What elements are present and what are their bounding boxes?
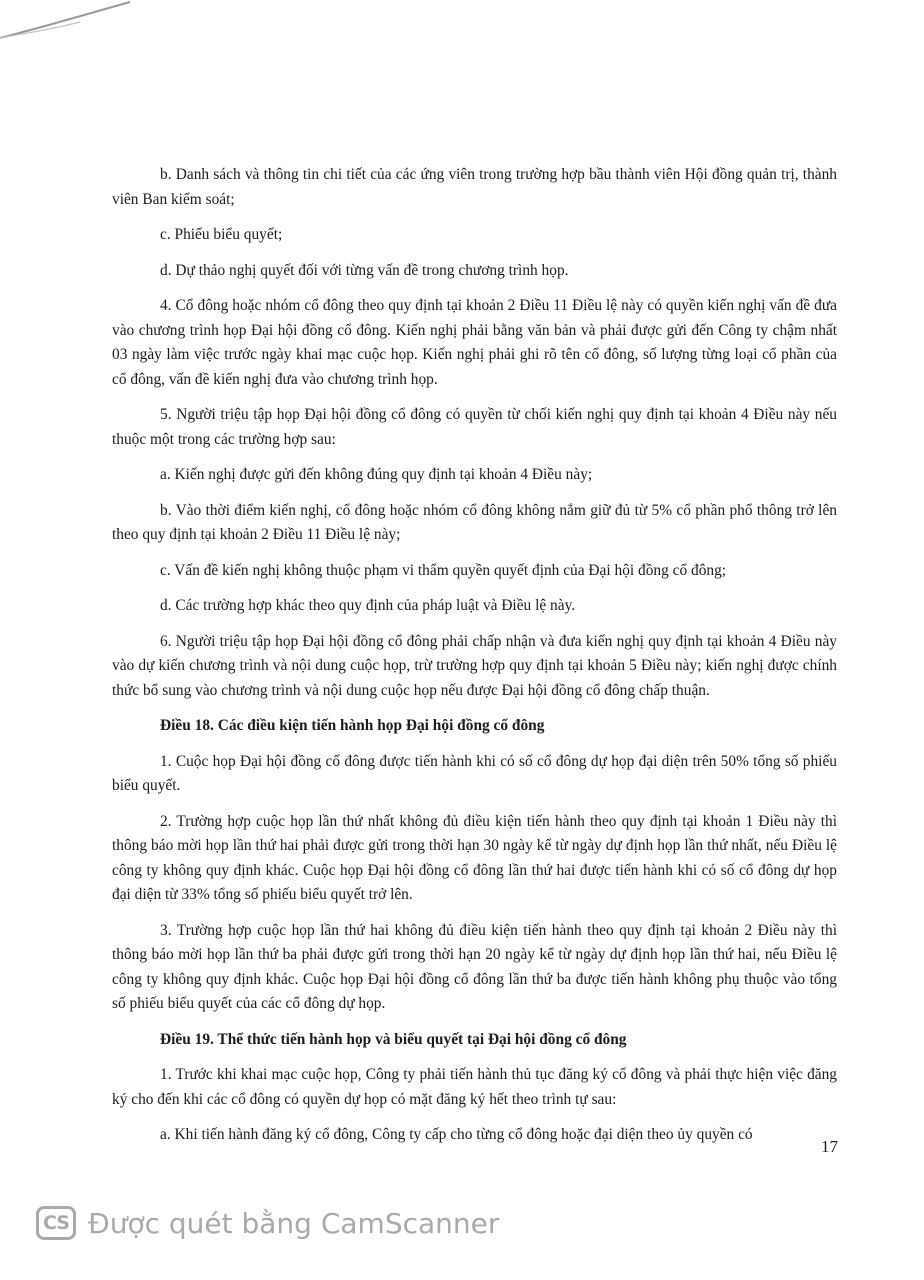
paragraph: 4. Cổ đông hoặc nhóm cổ đông theo quy định tại khoản 2 Điều 11 Điều lệ này có quyền kiến nghị vấn đề đưa vào chương trình họp Đại hội đồng cổ đông. Kiến nghị phải bằng văn bản và phải được gửi đến Công ty chậm nhất 03 ngày làm việc trước ngày khai mạc cuộc họp. Kiến nghị phải ghi rõ tên cổ đông, số lượng từng loại cổ phần của cổ đông, vấn đề kiến nghị đưa vào chương trình họp. — [112, 297, 837, 388]
watermark-text: Được quét bằng CamScanner — [88, 1206, 500, 1240]
paragraph: 5. Người triệu tập họp Đại hội đồng cổ đông có quyền từ chối kiến nghị quy định tại khoản 4 Điều này nếu thuộc một trong các trường hợp sau: — [112, 406, 837, 448]
paragraph: c. Vấn đề kiến nghị không thuộc phạm vi thẩm quyền quyết định của Đại hội đồng cổ đông; — [160, 561, 727, 579]
camscanner-watermark — [36, 1203, 499, 1243]
paragraph: b. Danh sách và thông tin chi tiết của các ứng viên trong trường hợp bầu thành viên Hội đồng quản trị, thành viên Ban kiểm soát; — [112, 166, 837, 208]
article-heading: Điều 18. Các điều kiện tiến hành họp Đại hội đồng cổ đông — [160, 717, 545, 734]
paragraph: b. Vào thời điểm kiến nghị, cổ đông hoặc nhóm cổ đông không nắm giữ đủ từ 5% cổ phần phổ thông trở lên theo quy định tại khoản 2 Điều 11 Điều lệ này; — [112, 501, 837, 543]
paragraph: 2. Trường hợp cuộc họp lần thứ nhất không đủ điều kiện tiến hành theo quy định tại khoản 1 Điều này thì thông báo mời họp lần thứ hai phải được gửi trong thời hạn 30 ngày kể từ ngày dự định họp lần thứ nhất, nếu Điều lệ công ty không quy định khác. Cuộc họp Đại hội đồng cổ đông lần thứ hai được tiến hành khi có số cổ đông dự họp đại diện từ 33% tổng số phiếu biểu quyết trở lên. — [112, 812, 837, 903]
paragraph: 1. Cuộc họp Đại hội đồng cổ đông được tiến hành khi có số cổ đông dự họp đại diện trên 50% tổng số phiếu biểu quyết. — [112, 752, 837, 794]
paragraph: 3. Trường hợp cuộc họp lần thứ hai không đủ điều kiện tiến hành theo quy định tại khoản 2 Điều này thì thông báo mời họp lần thứ ba phải được gửi trong thời hạn 20 ngày kể từ ngày dự định họp lần thứ hai, nếu Điều lệ công ty không quy định khác. Cuộc họp Đại hội đồng cổ đông lần thứ ba được tiến hành không phụ thuộc vào tổng số phiếu biểu quyết của các cổ đông dự họp. — [112, 921, 837, 1012]
camscanner-logo-icon: CS — [36, 1206, 76, 1240]
page-number: 17 — [821, 1137, 838, 1156]
paragraph: d. Dự thảo nghị quyết đối với từng vấn đề trong chương trình họp. — [160, 261, 569, 279]
paragraph: 1. Trước khi khai mạc cuộc họp, Công ty phải tiến hành thủ tục đăng ký cổ đông và phải thực hiện việc đăng ký cho đến khi các cổ đông có quyền dự họp có mặt đăng ký hết theo trình tự sau: — [112, 1066, 837, 1108]
document-body — [112, 163, 837, 1159]
paragraph: c. Phiếu biểu quyết; — [160, 226, 283, 243]
paragraph: 6. Người triệu tập họp Đại hội đồng cổ đông phải chấp nhận và đưa kiến nghị quy định tại khoản 4 Điều này vào dự kiến chương trình và nội dung cuộc họp, trừ trường hợp quy định tại khoản 5 Điều này; kiến nghị được chính thức bổ sung vào chương trình và nội dung cuộc họp nếu được Đại hội đồng cổ đông chấp thuận. — [112, 632, 837, 699]
paragraph: d. Các trường hợp khác theo quy định của pháp luật và Điều lệ này. — [160, 597, 576, 614]
paragraph: a. Kiến nghị được gửi đến không đúng quy định tại khoản 4 Điều này; — [160, 466, 593, 483]
paragraph: a. Khi tiến hành đăng ký cổ đông, Công ty cấp cho từng cổ đông hoặc đại diện theo ủy quyền có — [160, 1126, 753, 1143]
scan-streak — [0, 0, 150, 40]
article-heading: Điều 19. Thể thức tiến hành họp và biểu quyết tại Đại hội đồng cổ đông — [160, 1030, 627, 1048]
